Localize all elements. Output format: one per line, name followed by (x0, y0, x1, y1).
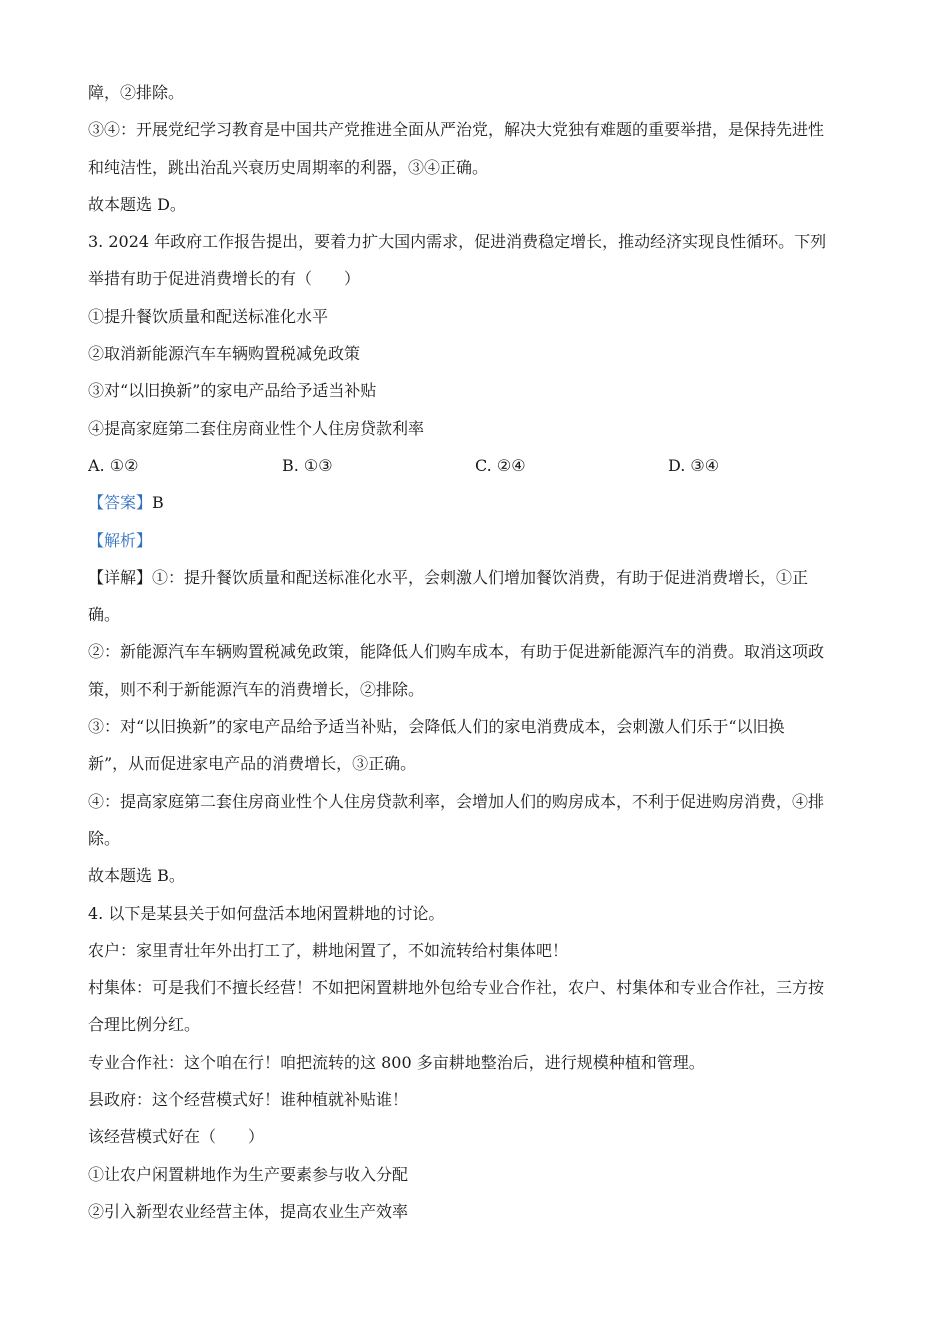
answer-tag: 【答案】 (88, 493, 153, 513)
conclusion-line: 故本题选 D。 (88, 194, 186, 214)
dialogue-village-cont: 合理比例分红。 (88, 1015, 201, 1035)
question-3-stem-cont: 举措有助于促进消费增长的有（ ） (88, 269, 361, 289)
explanation-1-cont: 确。 (88, 605, 121, 625)
statement-4: ④提高家庭第二套住房商业性个人住房贷款利率 (88, 418, 425, 438)
option-a: A. ①② (88, 455, 139, 475)
dialogue-government: 县政府：这个经营模式好！谁种植就补贴谁！ (88, 1090, 409, 1110)
statement-3: ③对“以旧换新”的家电产品给予适当补贴 (88, 381, 377, 401)
paragraph: 障，②排除。 (88, 83, 185, 102)
explanation-4-cont: 除。 (88, 828, 121, 848)
statement-1: ①让农户闲置耕地作为生产要素参与收入分配 (88, 1164, 409, 1184)
explanation-2: ②：新能源汽车车辆购置税减免政策，能降低人们购车成本，有助于促进新能源汽车的消费。取消这项政 (88, 642, 825, 662)
answer-value: B (152, 493, 164, 513)
explanation-3: ③：对“以旧换新”的家电产品给予适当补贴，会降低人们的家电消费成本，会刺激人们乐于“以旧换 (88, 717, 785, 737)
dialogue-cooperative: 专业合作社：这个咱在行！咱把流转的这 800 多亩耕地整治后，进行规模种植和管理。 (88, 1052, 705, 1072)
paragraph: 和纯洁性，跳出治乱兴衰历史周期率的利器，③④正确。 (88, 157, 489, 177)
paragraph: ③④：开展党纪学习教育是中国共产党推进全面从严治党，解决大党独有难题的重要举措，是保持先进性 (88, 120, 825, 140)
explanation-2-cont: 策，则不利于新能源汽车的消费增长，②排除。 (88, 679, 425, 699)
analysis-line (88, 522, 868, 559)
statement-2: ②取消新能源汽车车辆购置税减免政策 (88, 344, 361, 364)
answer-line (88, 484, 868, 521)
statement-1: ①提升餐饮质量和配送标准化水平 (88, 306, 329, 326)
option-c: C. ②④ (475, 455, 526, 475)
analysis-tag: 【解析】 (88, 530, 153, 550)
explanation-3-cont: 新”，从而促进家电产品的消费增长，③正确。 (88, 754, 417, 774)
explanation-1: 【详解】①：提升餐饮质量和配送标准化水平，会刺激人们增加餐饮消费，有助于促进消费增长，①正 (88, 567, 809, 587)
document-page (88, 74, 868, 1230)
answer-options (88, 447, 868, 484)
statement-2: ②引入新型农业经营主体，提高农业生产效率 (88, 1201, 409, 1221)
explanation-4: ④：提高家庭第二套住房商业性个人住房贷款利率，会增加人们的购房成本，不利于促进购房消费，④排 (88, 791, 825, 811)
question-4-prompt: 该经营模式好在（ ） (88, 1127, 265, 1147)
option-d: D. ③④ (668, 455, 720, 475)
dialogue-farmer: 农户：家里青壮年外出打工了，耕地闲置了，不如流转给村集体吧！ (88, 940, 569, 960)
question-4-stem: 4. 以下是某县关于如何盘活本地闲置耕地的讨论。 (88, 903, 445, 923)
question-3-stem: 3. 2024 年政府工作报告提出，要着力扩大国内需求，促进消费稳定增长，推动经济实现良性循环。下列 (88, 232, 827, 252)
option-b: B. ①③ (282, 455, 333, 475)
conclusion-line: 故本题选 B。 (88, 866, 185, 886)
dialogue-village: 村集体：可是我们不擅长经营！不如把闲置耕地外包给专业合作社，农户、村集体和专业合作社，三方按 (88, 978, 825, 998)
